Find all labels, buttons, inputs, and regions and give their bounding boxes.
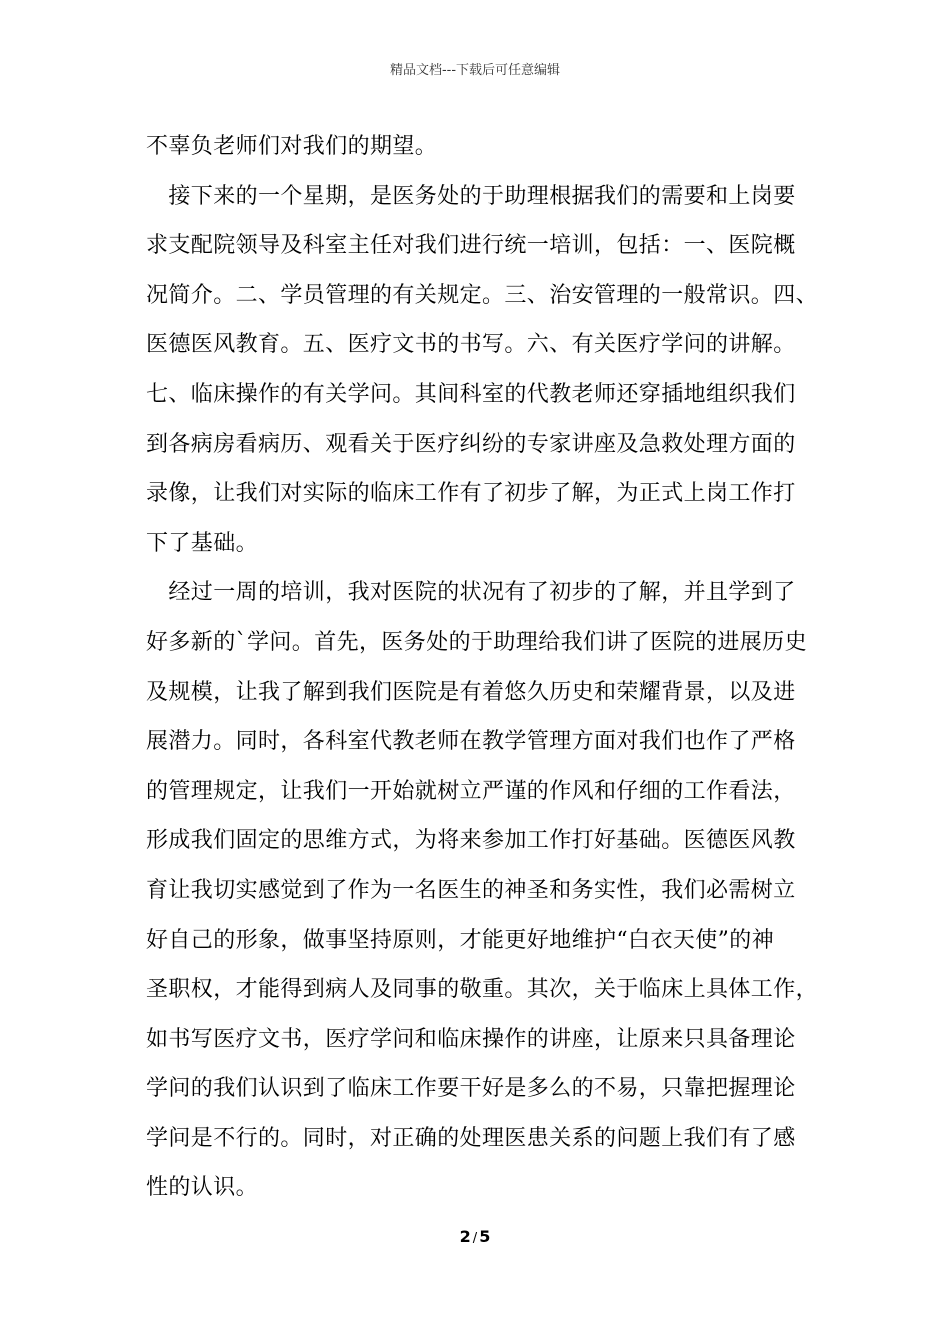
body-line: 形成我们固定的思维方式，为将来参加工作打好基础。医德医风教	[146, 828, 796, 854]
body-line: 及规模，让我了解到我们医院是有着悠久历史和荣耀背景，以及进	[146, 679, 796, 705]
body-line: 性的认识。	[146, 1175, 259, 1201]
body-line: 求支配院领导及科室主任对我们进行统一培训，包括：一、医院概	[146, 233, 796, 259]
page-current: 2	[459, 1227, 471, 1246]
body-line: 七、临床操作的有关学问。其间科室的代教老师还穿插地组织我们	[146, 381, 796, 407]
body-line: 下了基础。	[146, 530, 259, 556]
body-line: 展潜力。同时，各科室代教老师在教学管理方面对我们也作了严格	[146, 729, 796, 755]
body-line: 圣职权，才能得到病人及同事的敬重。其次，关于临床上具体工作，	[146, 977, 819, 1003]
body-line: 接下来的一个星期，是医务处的于助理根据我们的需要和上岗要	[146, 183, 796, 209]
page-header: 精品文档---下载后可任意编辑	[389, 63, 561, 78]
page-separator: /	[472, 1231, 478, 1246]
body-line: 况简介。二、学员管理的有关规定。三、治安管理的一般常识。四、	[146, 282, 819, 308]
body-line: 如书写医疗文书，医疗学问和临床操作的讲座，让原来只具备理论	[146, 1026, 796, 1052]
body-line: 医德医风教育。五、医疗文书的书写。六、有关医疗学问的讲解。	[146, 332, 796, 358]
body-line: 好自己的形象，做事坚持原则，才能更好地维护“白衣天使”的神	[146, 927, 775, 953]
body-line: 育让我切实感觉到了作为一名医生的神圣和务实性，我们必需树立	[146, 877, 796, 903]
body-line: 学问是不行的。同时，对正确的处理医患关系的问题上我们有了感	[146, 1125, 796, 1151]
page-number	[0, 1226, 950, 1250]
body-line: 到各病房看病历、观看关于医疗纠纷的专家讲座及急救处理方面的	[146, 431, 796, 457]
document-body	[146, 122, 826, 1213]
body-line: 不辜负老师们对我们的期望。	[146, 134, 438, 159]
body-line: 经过一周的培训，我对医院的状况有了初步的了解，并且学到了	[146, 580, 796, 606]
body-line: 的管理规定，让我们一开始就树立严谨的作风和仔细的工作看法，	[146, 778, 796, 804]
body-line: 录像，让我们对实际的临床工作有了初步了解，为正式上岗工作打	[146, 481, 796, 507]
body-line: 学问的我们认识到了临床工作要干好是多么的不易，只靠把握理论	[146, 1076, 796, 1102]
page-total: 5	[479, 1227, 491, 1246]
body-line: 好多新的`学问。首先，医务处的于助理给我们讲了医院的进展历史	[146, 629, 808, 655]
